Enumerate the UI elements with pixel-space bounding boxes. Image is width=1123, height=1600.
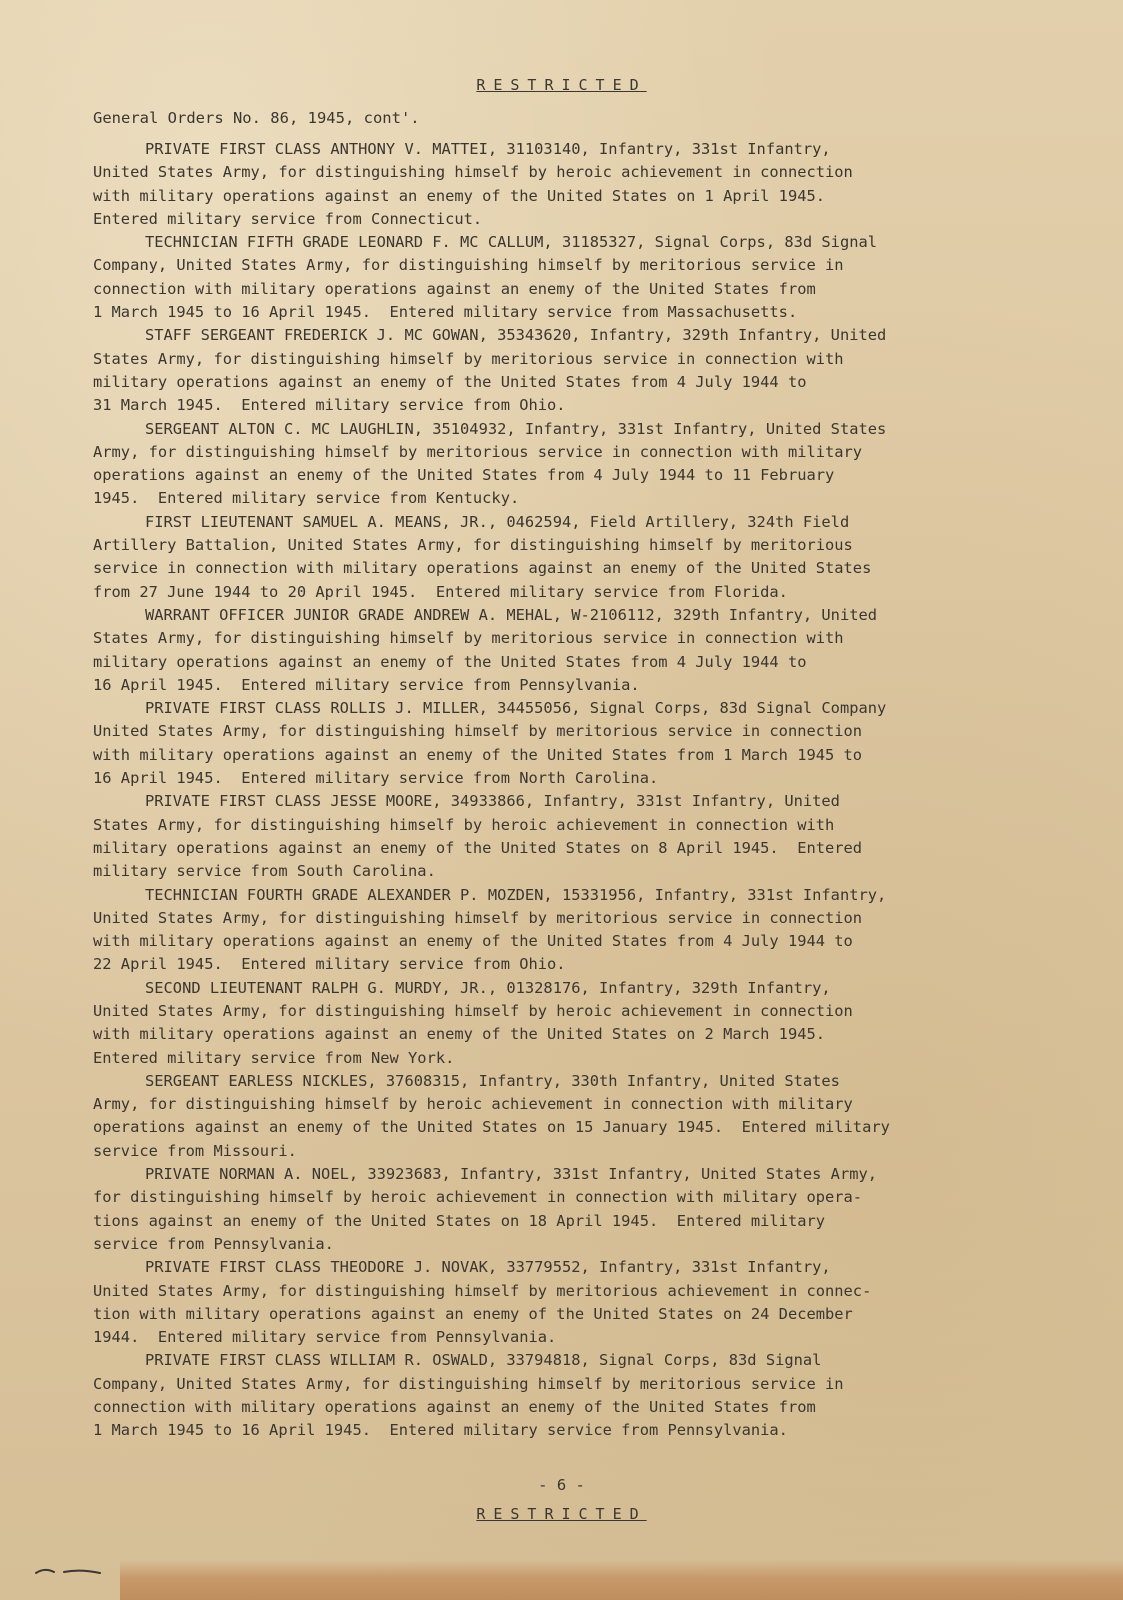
citation-line: PRIVATE FIRST CLASS THEODORE J. NOVAK, 33779552, Infantry, 331st Infantry, xyxy=(145,1258,831,1277)
citation-line: military operations against an enemy of the United States on 8 April 1945. Entered xyxy=(93,838,863,857)
citation-line: 16 April 1945. Entered military service from Pennsylvania. xyxy=(93,675,640,694)
citation-line: States Army, for distinguishing himself by meritorious service in connection with xyxy=(93,629,844,648)
citation-entry xyxy=(93,697,1038,790)
citation-line: service in connection with military operations against an enemy of the United States xyxy=(93,559,872,578)
citation-line: United States Army, for distinguishing himself by meritorious service in connection xyxy=(93,722,863,741)
citation-entry xyxy=(93,790,1038,883)
pencil-mark xyxy=(34,1564,104,1578)
citation-line: tions against an enemy of the United States on 18 April 1945. Entered military xyxy=(93,1211,826,1230)
citation-entry xyxy=(93,1163,1038,1256)
citation-line: States Army, for distinguishing himself by heroic achievement in connection with xyxy=(93,815,835,834)
paper-stain xyxy=(120,1560,1123,1600)
citation-line: with military operations against an enemy of the United States from 1 March 1945 to xyxy=(93,745,863,764)
citation-entry xyxy=(93,324,1038,417)
citation-line: 1 March 1945 to 16 April 1945. Entered military service from Pennsylvania. xyxy=(93,1421,788,1440)
citation-entry xyxy=(93,1070,1038,1163)
citation-line: operations against an enemy of the United States from 4 July 1944 to 11 February xyxy=(93,466,835,485)
citation-line: TECHNICIAN FIFTH GRADE LEONARD F. MC CALLUM, 31185327, Signal Corps, 83d Signal xyxy=(145,233,878,252)
citation-line: United States Army, for distinguishing himself by heroic achievement in connection xyxy=(93,1001,853,1020)
citation-line: 1945. Entered military service from Kentucky. xyxy=(93,489,520,508)
citation-line: Company, United States Army, for distinguishing himself by meritorious service in xyxy=(93,256,844,275)
citation-entry xyxy=(93,418,1038,511)
citation-line: Army, for distinguishing himself by meritorious service in connection with military xyxy=(93,442,863,461)
citation-line: Artillery Battalion, United States Army, for distinguishing himself by meritorious xyxy=(93,536,853,555)
citation-line: SERGEANT EARLESS NICKLES, 37608315, Infantry, 330th Infantry, United States xyxy=(145,1071,840,1090)
citation-line: Army, for distinguishing himself by heroic achievement in connection with military xyxy=(93,1095,853,1114)
orders-continuation-line: General Orders No. 86, 1945, cont'. xyxy=(93,109,420,127)
citation-line: military service from South Carolina. xyxy=(93,862,436,881)
citation-entry xyxy=(93,231,1038,324)
citation-line: SECOND LIEUTENANT RALPH G. MURDY, JR., 01328176, Infantry, 329th Infantry, xyxy=(145,978,831,997)
citation-line: military operations against an enemy of the United States from 4 July 1944 to xyxy=(93,372,807,391)
citation-line: with military operations against an enemy of the United States on 1 April 1945. xyxy=(93,186,826,205)
citation-line: Entered military service from New York. xyxy=(93,1048,455,1067)
citation-line: PRIVATE FIRST CLASS ANTHONY V. MATTEI, 31103140, Infantry, 331st Infantry, xyxy=(145,140,831,158)
citation-line: from 27 June 1944 to 20 April 1945. Entered military service from Florida. xyxy=(93,582,788,601)
citation-line: 1944. Entered military service from Pennsylvania. xyxy=(93,1328,557,1347)
citation-line: military operations against an enemy of the United States from 4 July 1944 to xyxy=(93,652,807,671)
citation-entry xyxy=(93,977,1038,1070)
citation-line: TECHNICIAN FOURTH GRADE ALEXANDER P. MOZDEN, 15331956, Infantry, 331st Infantry, xyxy=(145,885,887,904)
citation-line: 31 March 1945. Entered military service from Ohio. xyxy=(93,396,566,415)
citation-line: PRIVATE FIRST CLASS WILLIAM R. OSWALD, 33794818, Signal Corps, 83d Signal xyxy=(145,1351,822,1370)
citation-entry xyxy=(93,511,1038,604)
citation-line: WARRANT OFFICER JUNIOR GRADE ANDREW A. MEHAL, W-2106112, 329th Infantry, United xyxy=(145,605,878,624)
citation-entry xyxy=(93,1349,1038,1442)
citation-line: 22 April 1945. Entered military service from Ohio. xyxy=(93,955,566,974)
citation-line: service from Pennsylvania. xyxy=(93,1234,334,1253)
citation-line: FIRST LIEUTENANT SAMUEL A. MEANS, JR., 0462594, Field Artillery, 324th Field xyxy=(145,512,850,531)
citation-line: PRIVATE FIRST CLASS JESSE MOORE, 34933866, Infantry, 331st Infantry, United xyxy=(145,792,840,811)
citation-line: connection with military operations against an enemy of the United States from xyxy=(93,1398,816,1417)
citations-body xyxy=(93,138,1038,1443)
citation-line: United States Army, for distinguishing himself by heroic achievement in connection xyxy=(93,163,853,182)
page-number: - 6 - xyxy=(538,1476,585,1494)
citation-line: PRIVATE FIRST CLASS ROLLIS J. MILLER, 34455056, Signal Corps, 83d Signal Company xyxy=(145,699,887,718)
citation-line: with military operations against an enemy of the United States on 2 March 1945. xyxy=(93,1025,826,1044)
header-classification: RESTRICTED xyxy=(476,76,647,94)
footer-classification: RESTRICTED xyxy=(476,1505,647,1523)
citation-line: United States Army, for distinguishing himself by meritorious achievement in connec- xyxy=(93,1281,872,1300)
citation-line: 1 March 1945 to 16 April 1945. Entered military service from Massachusetts. xyxy=(93,303,798,322)
citation-line: connection with military operations against an enemy of the United States from xyxy=(93,279,816,298)
citation-line: PRIVATE NORMAN A. NOEL, 33923683, Infantry, 331st Infantry, United States Army, xyxy=(145,1165,878,1184)
citation-line: operations against an enemy of the United States on 15 January 1945. Entered military xyxy=(93,1118,890,1137)
citation-line: tion with military operations against an enemy of the United States on 24 December xyxy=(93,1304,853,1323)
citation-entry xyxy=(93,884,1038,977)
citation-line: SERGEANT ALTON C. MC LAUGHLIN, 35104932, Infantry, 331st Infantry, United States xyxy=(145,419,887,438)
citation-entry xyxy=(93,138,1038,231)
citation-line: 16 April 1945. Entered military service from North Carolina. xyxy=(93,769,659,788)
citation-line: service from Missouri. xyxy=(93,1141,297,1160)
citation-line: STAFF SERGEANT FREDERICK J. MC GOWAN, 35343620, Infantry, 329th Infantry, United xyxy=(145,326,887,345)
citation-line: States Army, for distinguishing himself by meritorious service in connection with xyxy=(93,349,844,368)
citation-line: Company, United States Army, for distinguishing himself by meritorious service in xyxy=(93,1374,844,1393)
citation-line: United States Army, for distinguishing himself by meritorious service in connection xyxy=(93,908,863,927)
citation-line: for distinguishing himself by heroic achievement in connection with military opera- xyxy=(93,1188,863,1207)
citation-entry xyxy=(93,1256,1038,1349)
citation-line: with military operations against an enemy of the United States from 4 July 1944 to xyxy=(93,932,853,951)
citation-line: Entered military service from Connecticut. xyxy=(93,209,483,228)
citation-entry xyxy=(93,604,1038,697)
